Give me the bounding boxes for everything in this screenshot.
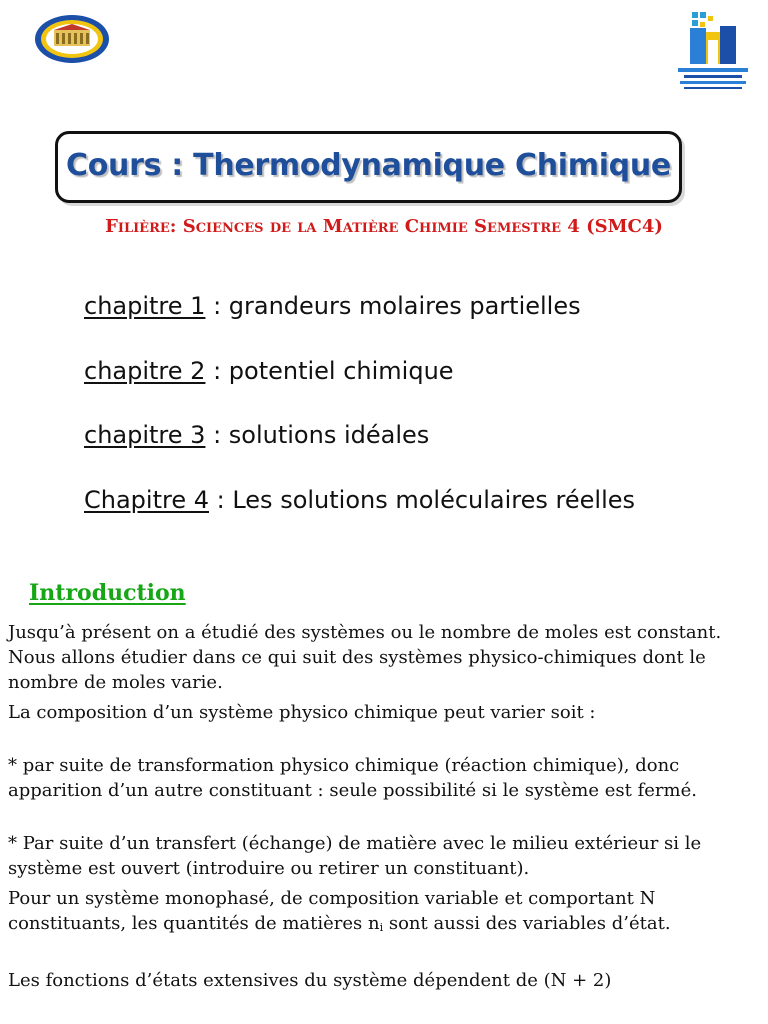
intro-paragraph-2: La composition d’un système physico chimique peut varier soit : — [8, 702, 596, 723]
chapter-label: Chapitre 4 — [84, 485, 209, 514]
introduction-body — [8, 620, 764, 993]
faculty-seal-icon — [34, 14, 110, 64]
course-subtitle: Filière: Sciences de la Matière Chimie Semestre 4 (SMC4) — [105, 216, 663, 237]
chapter-list — [84, 288, 744, 546]
intro-paragraph-3: * par suite de transformation physico chimique (réaction chimique), donc apparition d’un autre constituant : seule possibilité si le système est fermé. — [8, 755, 697, 801]
intro-paragraph-5 — [8, 886, 764, 940]
chapter-label: chapitre 3 — [84, 421, 206, 449]
introduction-heading: Introduction — [29, 580, 186, 606]
chapter-label: chapitre 1 — [84, 292, 206, 320]
chapter-separator: : — [205, 356, 229, 385]
intro-paragraph-6: Les fonctions d’états extensives du système dépendent de (N + 2) — [8, 970, 612, 991]
chapter-item-3 — [84, 417, 744, 482]
course-title: Cours : Thermodynamique Chimique — [66, 148, 671, 183]
subscript-i: i — [379, 921, 384, 934]
chapter-text: Les solutions moléculaires réelles — [232, 485, 636, 514]
intro-paragraph-5-end: sont aussi des variables d’état. — [383, 913, 671, 934]
chapter-item-2 — [84, 353, 744, 418]
university-logo-icon — [670, 10, 756, 96]
chapter-separator: : — [209, 485, 233, 514]
chapter-text: grandeurs molaires partielles — [228, 292, 581, 320]
intro-paragraph-1: Jusqu’à présent on a étudié des systèmes ou le nombre de moles est constant. Nous allons étudier dans ce qui suit des systèmes physico-chimiques dont le nombre de moles varie. — [8, 622, 722, 693]
chapter-separator: : — [205, 292, 229, 320]
chapter-text: potentiel chimique — [228, 356, 454, 385]
chapter-item-4 — [84, 482, 744, 547]
chapter-label: chapitre 2 — [84, 356, 206, 385]
chapter-item-1 — [84, 288, 744, 353]
chapter-separator: : — [205, 421, 229, 449]
intro-paragraph-4: * Par suite d’un transfert (échange) de matière avec le milieu extérieur si le système est ouvert (introduire ou retirer un constituant). — [8, 833, 702, 879]
intro-paragraph-5-start: Pour un système monophasé, de composition variable et comportant N constituants, les quantités de matières n — [8, 888, 656, 934]
chapter-text: solutions idéales — [228, 421, 430, 449]
title-box — [55, 131, 682, 203]
